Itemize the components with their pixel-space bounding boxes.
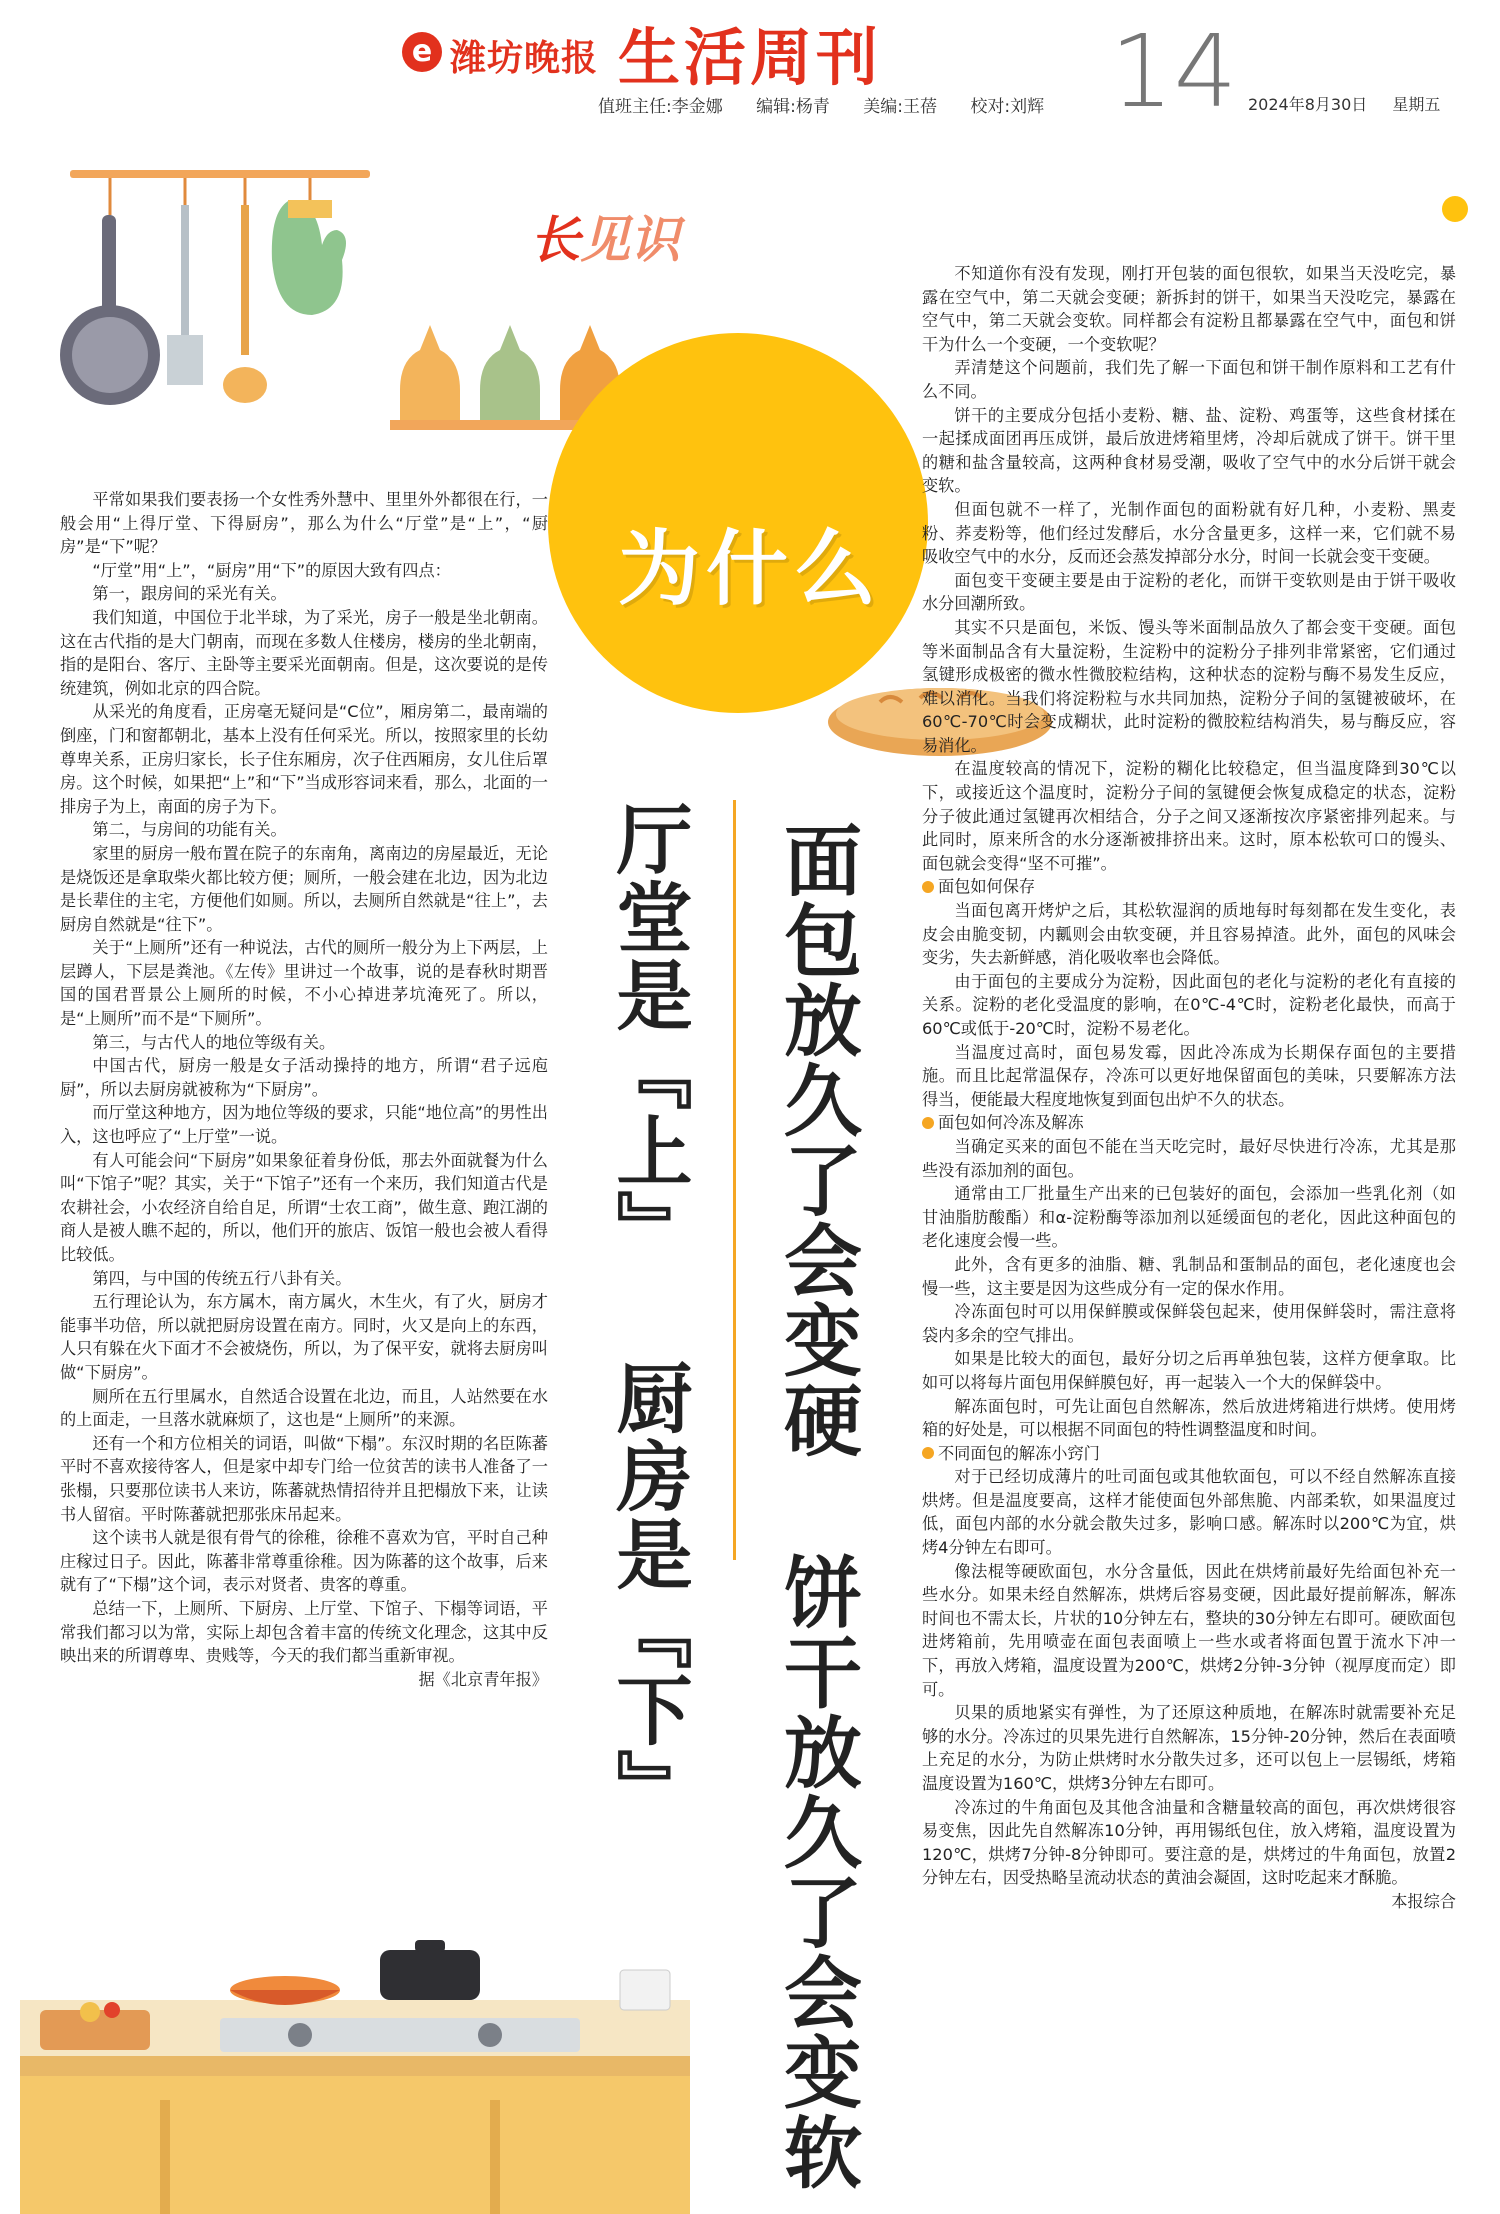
bullet-dot-icon	[922, 1117, 934, 1129]
column-brand-mark: 长见识	[530, 210, 680, 269]
paragraph: 有人可能会问“下厨房”如果象征着身份低，那去外面就餐为什么叫“下馆子”呢？其实，关于“下馆子”还有一个来历，我们知道古代是农耕社会，小农经济自给自足，所谓“士农工商”，做生意、跑江湖的商人是被人瞧不起的，所以，他们开的旅店、饭馆一般也会被人看得比较低。	[60, 1150, 548, 1264]
paragraph: 如果是比较大的面包，最好分切之后再单独包装，这样方便拿取。比如可以将每片面包用保鲜膜包好，再一起装入一个大的保鲜袋中。	[922, 1349, 1456, 1392]
weekday: 星期五	[1392, 95, 1441, 114]
paragraph: 关于“上厕所”还有一种说法，古代的厕所一般分为上下两层，上层蹲人，下层是粪池。《左传》里讲过一个故事，说的是春秋时期晋国的国君晋景公上厕所的时候，不小心掉进茅坑淹死了。所以，是“上厕所”而不是“下厕所”。	[60, 938, 548, 1029]
paragraph: 不知道你有没有发现，刚打开包装的面包很软，如果当天没吃完，暴露在空气中，第二天就会变硬；新拆封的饼干，如果当天没吃完，暴露在空气中，第二天就会变软。同样都会有淀粉且都暴露在空气中，面包和饼干为什么一个变硬，一个变软呢？	[922, 264, 1456, 354]
headline-divider	[733, 800, 736, 1560]
paragraph: “厅堂”用“上”，“厨房”用“下”的原因大致有四点：	[92, 560, 451, 580]
feature-label: 为什么	[617, 522, 882, 617]
paragraph: 冷冻过的牛角面包及其他含油量和含糖量较高的面包，再次烘烤很容易变焦，因此先自然解冻10分钟，再用锡纸包住，放入烤箱，温度设置为120℃，烘烤7分钟-8分钟即可。要注意的是，烘烤过的牛角面包，放置2分钟左右，因受热略呈流动状态的黄油会凝固，这时吃起来才酥脆。	[922, 1797, 1456, 1888]
paragraph: 还有一个和方位相关的词语，叫做“下榻”。东汉时期的名臣陈蕃平时不喜欢接待客人，但是家中却专门给一位贫苦的读书人准备了一张榻，只要那位读书人来访，陈蕃就热情招待并且把榻放下来，让读书人留宿。平时陈蕃就把那张床吊起来。	[60, 1433, 548, 1524]
subheading: 第二，与房间的功能有关。	[92, 820, 287, 840]
source-credit: 本报综合	[1391, 1891, 1456, 1911]
paragraph: 五行理论认为，东方属木，南方属火，木生火，有了火，厨房才能事半功倍，所以就把厨房设置在南方。同时，火又是向上的东西，人只有躲在火下面才不会被烧伤，所以，为了保平安，就将去厨房叫做“下厨房”。	[60, 1292, 548, 1382]
headline-right: 面包放久了会变硬 饼干放久了会变软	[771, 820, 861, 2192]
newspaper-name: 潍坊晚报	[450, 38, 599, 79]
section-heading: 面包如何保存	[922, 875, 1456, 899]
paragraph: 总结一下，上厕所、下厨房、上厅堂、下馆子、下榻等词语，平常我们都习以为常，实际上却包含着丰富的传统文化理念，这其中反映出来的所谓尊卑、贵贱等，今天的我们都当重新审视。	[60, 1598, 548, 1666]
article-left	[60, 488, 548, 1691]
bullet-dot-icon	[922, 1447, 934, 1459]
subheading: 第三，与古代人的地位等级有关。	[92, 1032, 336, 1052]
credit-duty-director: 值班主任:李金娜	[598, 97, 723, 117]
paragraph: 这个读书人就是很有骨气的徐稚，徐稚不喜欢为官，平时自己种庄稼过日子。因此，陈蕃非常尊重徐稚。因为陈蕃的这个故事，后来就有了“下榻”这个词，表示对贤者、贵客的尊重。	[60, 1528, 548, 1595]
subheading: 第四，与中国的传统五行八卦有关。	[92, 1268, 352, 1288]
article-right	[922, 262, 1456, 1914]
source-credit: 据《北京青年报》	[418, 1669, 548, 1689]
headline-left: 厅堂是『上』 厨房是『下』	[604, 800, 693, 1827]
paragraph: 贝果的质地紧实有弹性，为了还原这种质地，在解冻时就需要补充足够的水分。冷冻过的贝果先进行自然解冻，15分钟-20分钟，然后在表面喷上充足的水分，为防止烘烤时水分散失过多，还可以包上一层锡纸，烤箱温度设置为160℃，烘烤3分钟左右即可。	[922, 1703, 1456, 1793]
newspaper-logo-icon: e	[402, 32, 442, 72]
paragraph: 面包变干变硬主要是由于淀粉的老化，而饼干变软则是由于饼干吸收水分回潮所致。	[922, 570, 1456, 614]
paragraph: 中国古代，厨房一般是女子活动操持的地方，所谓“君子远庖厨”，所以去厨房就被称为“下厨房”。	[60, 1056, 548, 1099]
paragraph: 此外，含有更多的油脂、糖、乳制品和蛋制品的面包，老化速度也会慢一些，这主要是因为这些成分有一定的保水作用。	[922, 1254, 1456, 1298]
credit-designer: 美编:王蓓	[863, 97, 938, 117]
bullet-dot-icon	[922, 881, 934, 893]
date: 2024年8月30日	[1248, 95, 1368, 114]
paragraph: 在温度较高的情况下，淀粉的糊化比较稳定，但当温度降到30℃以下，或接近这个温度时，淀粉分子间的氢键便会恢复成稳定的状态，淀粉分子彼此通过氢键再次相结合，分子之间又逐渐按次序紧密排列起来。与此同时，原来所含的水分逐渐被排挤出来。这时，原本松软可口的馒头、面包就会变得“坚不可摧”。	[922, 759, 1456, 873]
paragraph: 当确定买来的面包不能在当天吃完时，最好尽快进行冷冻，尤其是那些没有添加剂的面包。	[922, 1136, 1456, 1180]
paragraph: 但面包就不一样了，光制作面包的面粉就有好几种，小麦粉、黑麦粉、荞麦粉等，他们经过发酵后，水分含量更多，这样一来，它们就不易吸收空气中的水分，反而还会蒸发掉部分水分，时间一长就会变干变硬。	[922, 499, 1456, 567]
paragraph: 通常由工厂批量生产出来的已包装好的面包，会添加一些乳化剂（如甘油脂肪酸酯）和α-淀粉酶等添加剂以延缓面包的老化，因此这种面包的老化速度会慢一些。	[922, 1184, 1456, 1251]
paragraph: 平常如果我们要表扬一个女性秀外慧中、里里外外都很在行，一般会用“上得厅堂、下得厨房”，那么为什么“厅堂”是“上”，“厨房”是“下”呢？	[60, 490, 548, 557]
subheading: 第一，跟房间的采光有关。	[92, 584, 287, 604]
section-heading: 不同面包的解冻小窍门	[922, 1442, 1456, 1466]
yellow-dot-decoration	[1442, 196, 1468, 222]
kitchen-utensils-illustration	[40, 160, 400, 420]
issue-date	[1248, 92, 1460, 115]
paragraph: 从采光的角度看，正房毫无疑问是“C位”，厢房第二，最南端的倒座，门和窗都朝北，基本上没有任何采光。所以，按照家里的长幼尊卑关系，正房归家长，长子住东厢房，次子住西厢房，女儿住后罩房。这个时候，如果把“上”和“下”当成形容词来看，那么，北面的一排房子为上，南面的房子为下。	[60, 702, 548, 816]
section-heading: 面包如何冷冻及解冻	[922, 1111, 1456, 1135]
paragraph: 而厅堂这种地方，因为地位等级的要求，只能“地位高”的男性出入，这也呼应了“上厅堂”一说。	[60, 1103, 548, 1147]
paragraph: 由于面包的主要成分为淀粉，因此面包的老化与淀粉的老化有直接的关系。淀粉的老化受温度的影响，在0℃-4℃时，淀粉老化最快，而高于60℃或低于-20℃时，淀粉不易老化。	[922, 971, 1456, 1038]
masthead	[0, 0, 1500, 130]
paragraph: 饼干的主要成分包括小麦粉、糖、盐、淀粉、鸡蛋等，这些食材揉在一起揉成面团再压成饼，最后放进烤箱里烤，冷却后就成了饼干。饼干里的糖和盐含量较高，这两种食材易受潮，吸收了空气中的水分后饼干就会变软。	[922, 405, 1456, 496]
editorial-credits	[598, 92, 1072, 117]
paragraph: 解冻面包时，可先让面包自然解冻，然后放进烤箱进行烘烤。使用烤箱的好处是，可以根据不同面包的特性调整温度和时间。	[922, 1396, 1456, 1440]
paragraph: 冷冻面包时可以用保鲜膜或保鲜袋包起来，使用保鲜袋时，需注意将袋内多余的空气排出。	[922, 1302, 1456, 1345]
page-number: 14	[1110, 13, 1238, 130]
kitchen-counter-illustration	[20, 1940, 690, 2214]
paragraph: 像法棍等硬欧面包，水分含量低，因此在烘烤前最好先给面包补充一些水分。如果未经自然解冻，烘烤后容易变硬，因此最好提前解冻，解冻时间也不需太长，片状的10分钟左右，整块的30分钟左右即可。硬欧面包进烤箱前，先用喷壶在面包表面喷上一些水或者将面包置于流水下冲一下，再放入烤箱，温度设置为200℃，烘烤2分钟-3分钟（视厚度而定）即可。	[922, 1561, 1456, 1699]
paragraph: 家里的厨房一般布置在院子的东南角，离南边的房屋最近，无论是烧饭还是拿取柴火都比较方便；厕所，一般会建在北边，因为北边是长辈住的主宅，方便他们如厕。所以，去厕所自然就是“往上”，去厨房自然就是“往下”。	[60, 843, 548, 934]
credit-editor: 编辑:杨青	[756, 97, 830, 117]
paragraph: 对于已经切成薄片的吐司面包或其他软面包，可以不经自然解冻直接烘烤。但是温度要高，这样才能使面包外部焦脆、内部柔软，如果温度过低，面包内部的水分就会散失过多，影响口感。解冻时以200℃为宜，烘烤4分钟左右即可。	[922, 1467, 1456, 1558]
credit-proofreader: 校对:刘辉	[970, 97, 1045, 117]
paragraph: 其实不只是面包，米饭、馒头等米面制品放久了都会变干变硬。面包等米面制品含有大量淀粉，生淀粉中的淀粉分子排列非常紧密，它们通过氢键形成极密的微水性微胶粒结构，这种状态的淀粉与酶不易发生反应，难以消化。当我们将淀粉粒与水共同加热，淀粉分子间的氢键被破坏，在60℃-70℃时会变成糊状，此时淀粉的微胶粒结构消失，易与酶反应，容易消化。	[922, 617, 1456, 755]
paragraph: 我们知道，中国位于北半球，为了采光，房子一般是坐北朝南。这在古代指的是大门朝南，而现在多数人住楼房，楼房的坐北朝南，指的是阳台、客厅、主卧等主要采光面朝南。但是，这次要说的是传统建筑，例如北京的四合院。	[60, 607, 548, 698]
paragraph: 当面包离开烤炉之后，其松软湿润的质地每时每刻都在发生变化，表皮会由脆变韧，内瓤则会由软变硬，并且容易掉渣。此外，面包的风味会变劣，失去新鲜感，消化吸收率也会降低。	[922, 901, 1456, 968]
paragraph: 厕所在五行里属水，自然适合设置在北边，而且，人站然要在水的上面走，一旦落水就麻烦了，这也是“上厕所”的来源。	[60, 1386, 548, 1430]
paragraph: 弄清楚这个问题前，我们先了解一下面包和饼干制作原料和工艺有什么不同。	[922, 358, 1456, 401]
supplement-title: 生活周刊	[618, 21, 883, 94]
paragraph: 当温度过高时，面包易发霉，因此冷冻成为长期保存面包的主要措施。而且比起常温保存，冷冻可以更好地保留面包的美味，只要解冻方法得当，便能最大程度地恢复到面包出炉不久的状态。	[922, 1042, 1456, 1109]
